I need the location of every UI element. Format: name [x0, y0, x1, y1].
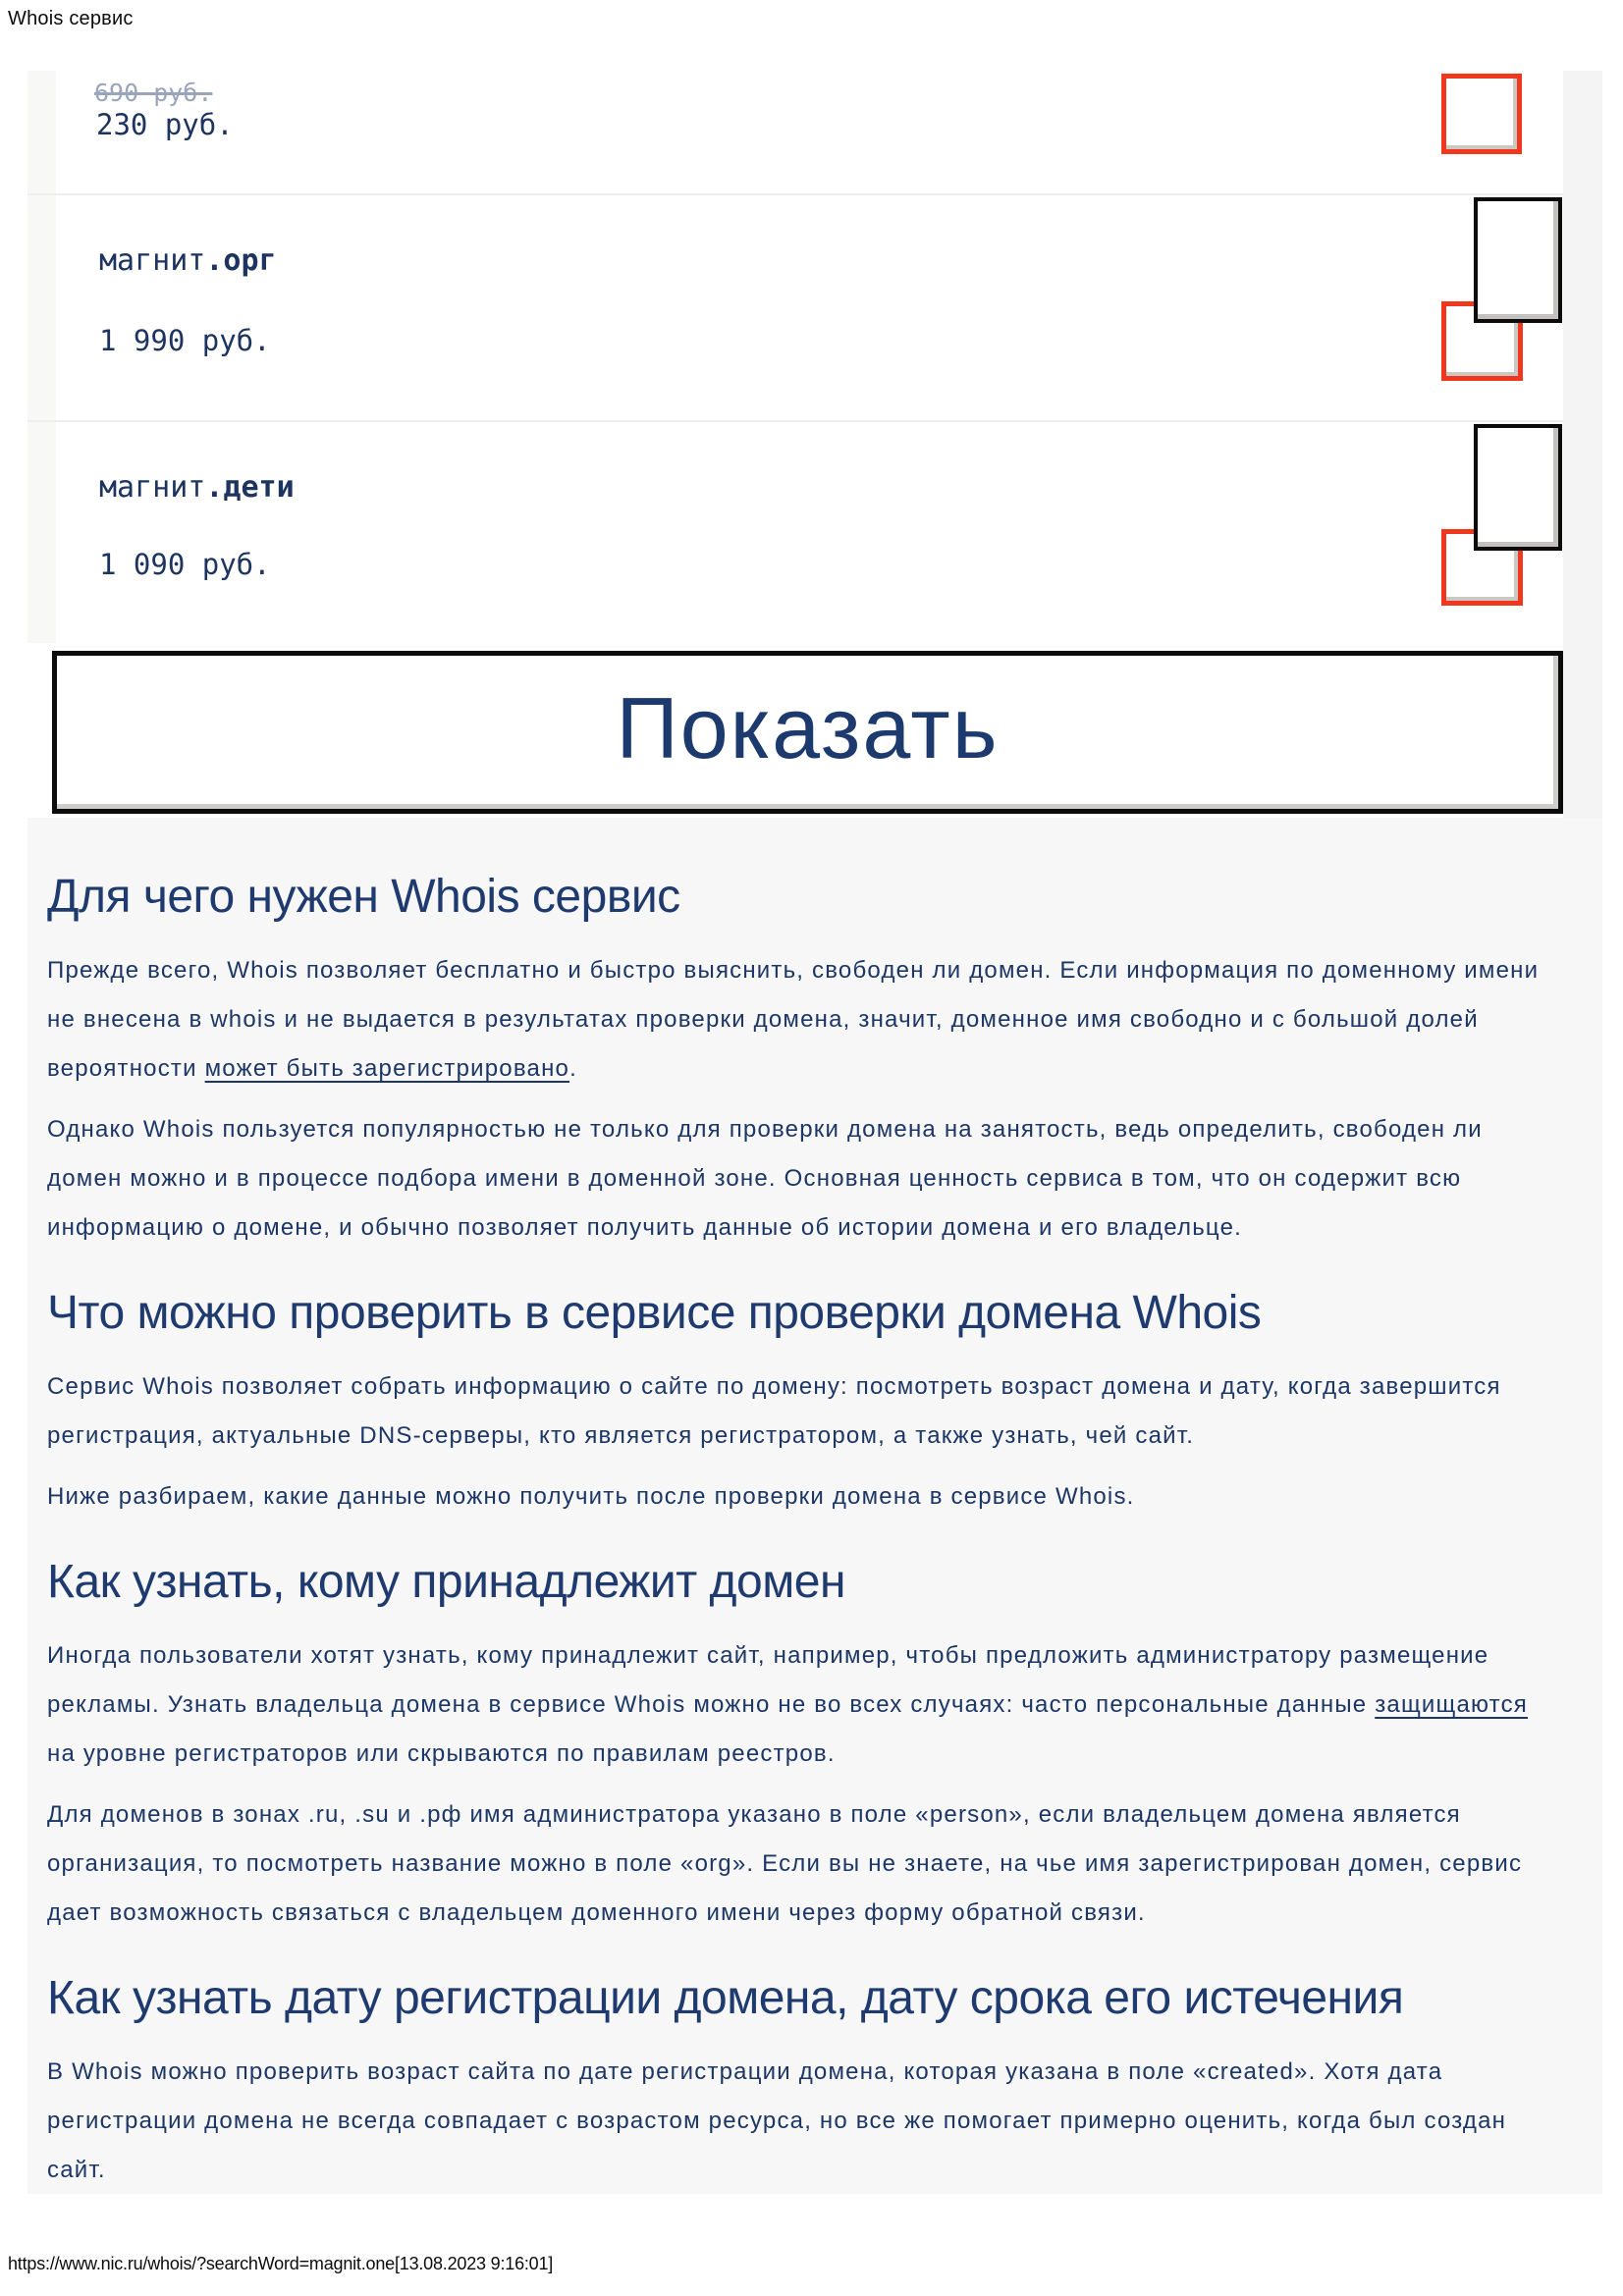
article-heading: Как узнать дату регистрации домена, дату срока его истечения — [47, 1972, 1404, 2024]
article-paragraph: Однако Whois пользуется популярностью не только для проверки домена на занятость, ведь определить, свободен ли домен можно и в процессе подбора имени в доменной зоне. Основная ценность сервиса в том, что он содержит всю информацию о домене, и обычно позволяет получить данные об истории домена и его владельце. — [47, 1116, 1483, 1241]
article-paragraph: Ниже разбираем, какие данные можно получить после проверки домена в сервисе Whois. — [47, 1483, 1135, 1510]
old-price: 690 руб. — [94, 79, 213, 107]
page-footer-url: https://www.nic.ru/whois/?searchWord=magnit.one[13.08.2023 9:16:01] — [8, 2254, 554, 2273]
row-separator — [27, 193, 1563, 195]
article-paragraph: Сервис Whois позволяет собрать информацию о сайте по домену: посмотреть возраст домена и дату, когда завершится регистрация, актуальные DNS-серверы, кто является регистратором, а также узнать, чей сайт. — [47, 1373, 1501, 1449]
price: 1 090 руб. — [99, 548, 271, 581]
domain-base: магнит — [99, 470, 206, 505]
article-paragraph: Для доменов в зонах .ru, .su и .рф имя администратора указано в поле «person», если владельцем домена является организация, то посмотреть название можно в поле «org». Если вы не знаете, на чье имя зарегистрирован домен, сервис дает возможность связаться с владельцем доменного имени через форму обратной связи. — [47, 1801, 1523, 1926]
article — [27, 818, 1602, 2194]
image-placeholder — [1474, 197, 1562, 323]
right-gutter-strip — [1563, 71, 1602, 818]
article-paragraph: В Whois можно проверить возраст сайта по дате регистрации домена, которая указана в поле «created». Хотя дата регистрации домена не всегда совпадает с возрастом ресурса, но все же помогает примерно оценить, когда был создан сайт. — [47, 2058, 1507, 2183]
article-heading: Как узнать, кому принадлежит домен — [47, 1556, 845, 1608]
inline-link[interactable]: может быть зарегистрировано — [204, 1055, 570, 1082]
show-button-label: Показать — [616, 679, 1000, 776]
article-heading: Что можно проверить в сервисе проверки домена Whois — [47, 1287, 1262, 1339]
cart-button-placeholder[interactable] — [1441, 74, 1522, 154]
article-heading: Для чего нужен Whois сервис — [47, 871, 680, 923]
article-paragraph: Иногда пользователи хотят узнать, кому принадлежит сайт, например, чтобы предложить администратору размещение рекламы. Узнать владельца домена в сервисе Whois можно не во всех случаях: часто персональные данные защищаются на уровне регистраторов или скрываются по правилам реестров. — [47, 1642, 1528, 1767]
domain-base: магнит — [99, 243, 206, 278]
domain-name — [99, 243, 277, 278]
domain-name — [99, 470, 295, 505]
row-separator — [27, 420, 1563, 422]
price: 230 руб. — [96, 108, 234, 141]
domain-tld: .орг — [205, 243, 277, 278]
page-title: Whois сервис — [8, 8, 134, 29]
inline-link[interactable]: защищаются — [1375, 1691, 1528, 1718]
price: 1 990 руб. — [99, 324, 271, 357]
left-gutter-strip — [27, 71, 56, 643]
article-paragraph: Прежде всего, Whois позволяет бесплатно и быстро выяснить, свободен ли домен. Если информация по доменному имени не внесена в whois и не выдается в результатах проверки домена, значит, доменное имя свободно и с большой долей вероятности может быть зарегистрировано. — [47, 957, 1540, 1082]
image-placeholder — [1474, 424, 1562, 551]
show-button[interactable] — [52, 651, 1563, 814]
domain-tld: .дети — [205, 470, 295, 505]
